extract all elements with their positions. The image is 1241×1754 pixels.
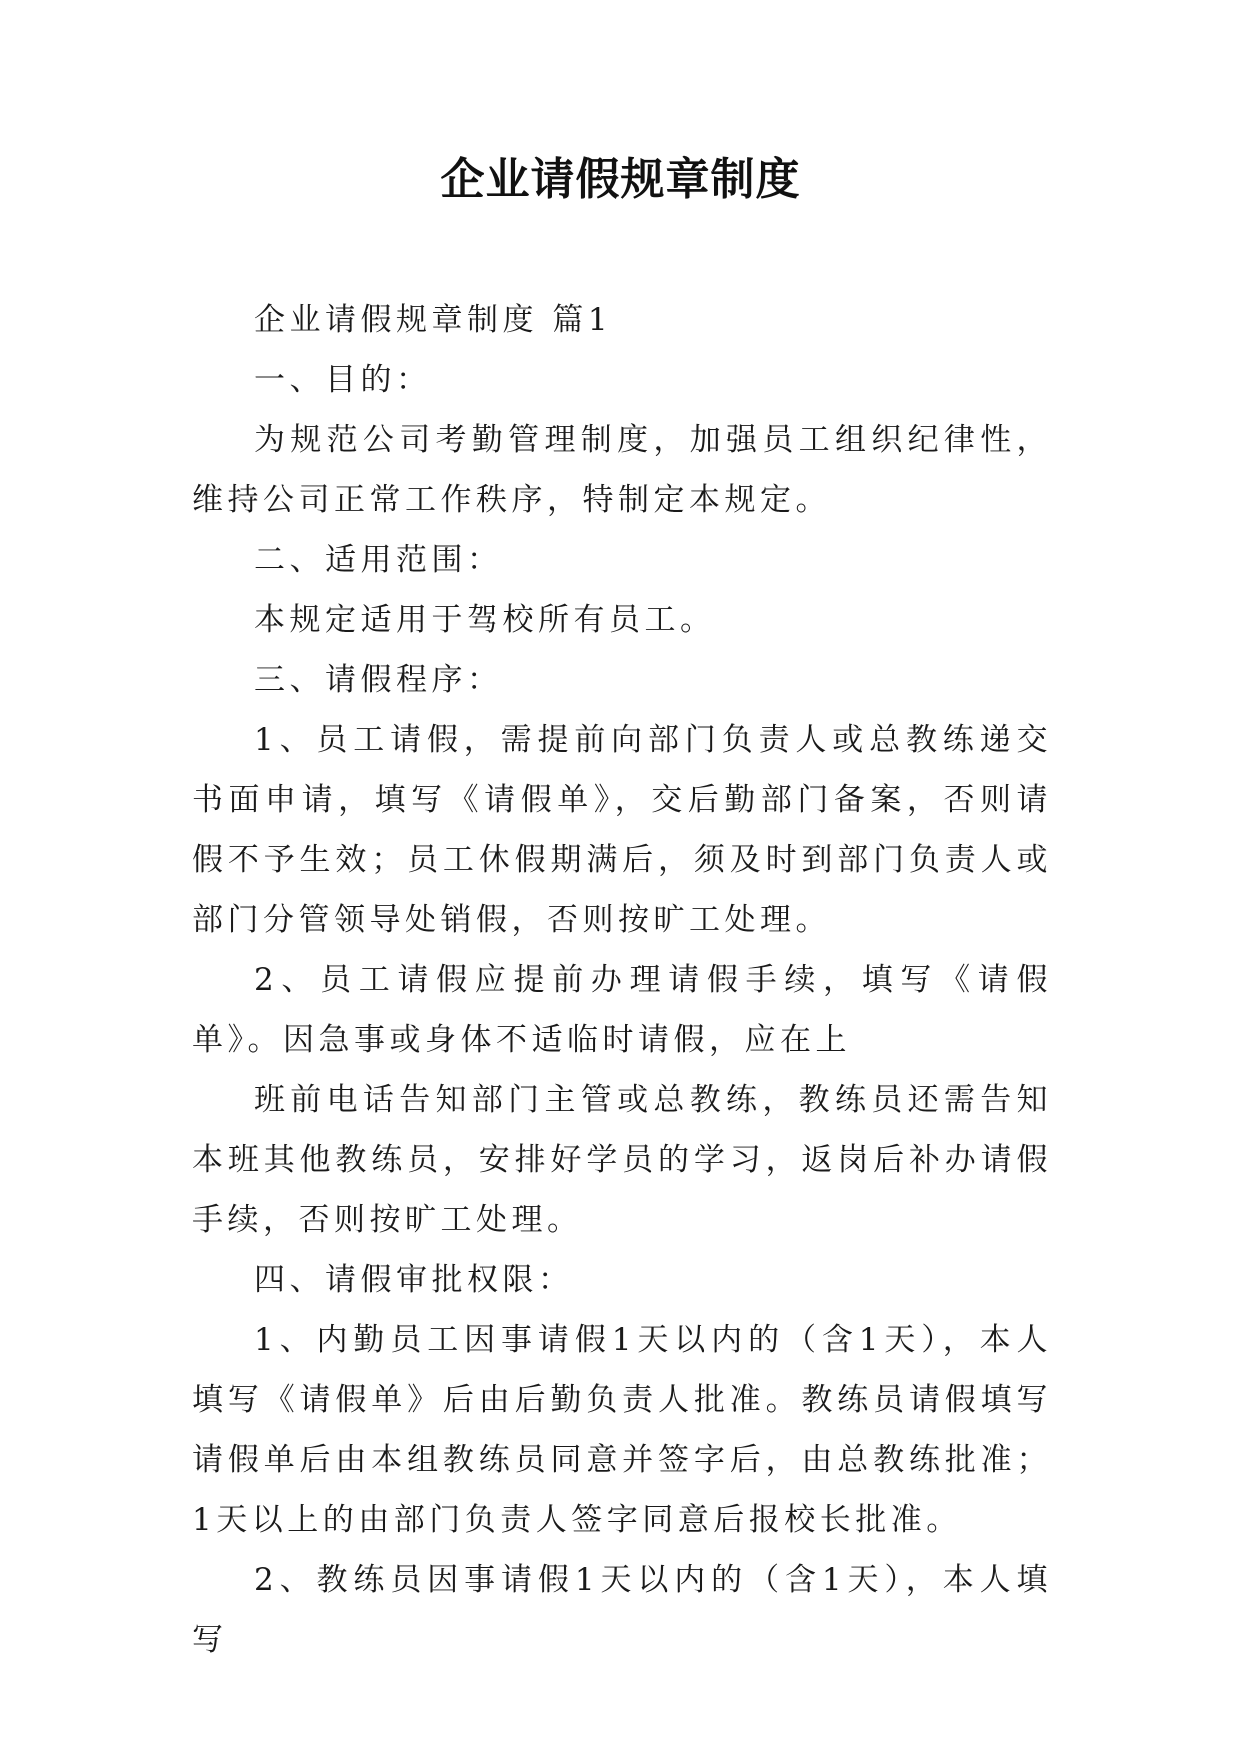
heading-purpose: 一、目的：: [254, 362, 432, 398]
paragraph-scope: 本规定适用于驾校所有员工。: [254, 602, 716, 638]
section-heading-part1: 企业请假规章制度 篇1: [254, 302, 613, 338]
paragraph-purpose: 为规范公司考勤管理制度，加强员工组织纪律性，维持公司正常工作秩序，特制定本规定。: [192, 422, 1052, 518]
paragraph-procedure-1: 1、员工请假，需提前向部门负责人或总教练递交书面申请，填写《请假单》，交后勤部门备案，否则请假不予生效；员工休假期满后，须及时到部门负责人或部门分管领导处销假，否则按旷工处理。: [192, 722, 1052, 938]
document-body: [192, 290, 1052, 1670]
paragraph-procedure-2-continued: 班前电话告知部门主管或总教练，教练员还需告知本班其他教练员，安排好学员的学习，返岗后补办请假手续，否则按旷工处理。: [192, 1082, 1052, 1238]
paragraph-approval-1: 1、内勤员工因事请假1天以内的（含1天），本人填写《请假单》后由后勤负责人批准。教练员请假填写请假单后由本组教练员同意并签字后，由总教练批准；1天以上的由部门负责人签字同意后报校长批准。: [192, 1322, 1052, 1538]
heading-approval: 四、请假审批权限：: [254, 1262, 574, 1298]
paragraph-approval-2: 2、教练员因事请假1天以内的（含1天），本人填写: [192, 1562, 1052, 1658]
heading-scope: 二、适用范围：: [254, 542, 503, 578]
heading-procedure: 三、请假程序：: [254, 662, 503, 698]
paragraph-procedure-2: 2、员工请假应提前办理请假手续，填写《请假单》。因急事或身体不适临时请假，应在上: [192, 962, 1052, 1058]
document-title: 企业请假规章制度: [440, 154, 801, 205]
